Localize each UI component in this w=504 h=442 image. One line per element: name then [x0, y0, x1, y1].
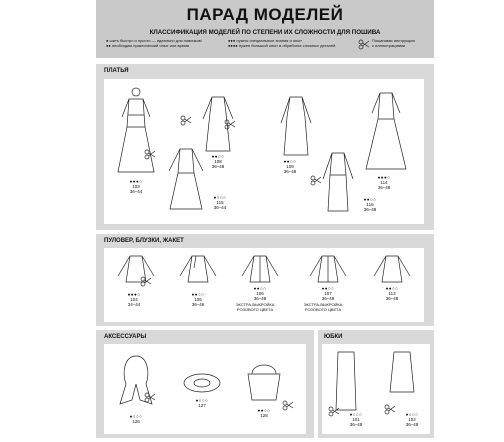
dress-116-illustration	[320, 149, 356, 213]
header	[96, 0, 434, 58]
extra-pattern-note: ЭКСТРА-ВЫКРОЙКА РОЗОВОГО ЦВЕТА	[303, 302, 343, 312]
model-label-113: ●●○○ 113 36–48	[385, 286, 399, 301]
model-label-104: ●●●○ 104 34–44	[127, 292, 141, 307]
model-label-108: ●●○○ 108 36–48	[211, 154, 225, 169]
legend-line: ●●● нужны специальные знания и опыт	[228, 38, 302, 43]
model-label-107: ●●○○ 107 36–48	[321, 286, 335, 301]
model-label-114: ●●●○ 114 36–48	[377, 175, 391, 190]
page-title: ПАРАД МОДЕЛЕЙ	[186, 5, 344, 24]
skirts-card	[322, 344, 430, 434]
section-title: ПУЛОВЕР, БЛУЗКИ, ЖАКЕТ	[104, 238, 184, 244]
skirt-101-illustration	[332, 350, 360, 412]
model-label-128: ●●○○ 128	[257, 408, 271, 418]
model-label-126: ●○○○ 126	[129, 414, 143, 424]
legend-line: ●●●● нужен большой опыт в обработке сложных деталей	[228, 43, 336, 48]
scissors-icon	[180, 115, 192, 125]
section-tops	[96, 234, 434, 326]
scissors-icon	[358, 39, 370, 49]
bag-128-illustration	[244, 358, 284, 402]
legend-line: Пошаговая инструкция	[372, 38, 415, 43]
model-label-106: ●●○○ 106 36–48	[253, 286, 267, 301]
top-105-illustration	[178, 254, 218, 284]
scissors-icon	[144, 149, 156, 159]
section-skirts	[318, 330, 434, 438]
headband-127-illustration	[182, 372, 222, 394]
dresses-card	[104, 79, 424, 224]
page	[96, 0, 434, 442]
model-label-105: ●●○○ 105 36–46	[191, 292, 205, 307]
section-title: ПЛАТЬЯ	[104, 68, 129, 74]
model-label-127: ●○○○ 127	[195, 398, 209, 408]
scissors-icon	[384, 404, 396, 414]
skirt-102-illustration	[388, 350, 416, 394]
scissors-icon	[140, 276, 152, 286]
dress-114-illustration	[364, 89, 408, 173]
scissors-icon	[328, 406, 340, 416]
accessories-card	[104, 344, 306, 434]
page-subtitle: КЛАССИФИКАЦИЯ МОДЕЛЕЙ ПО СТЕПЕНИ ИХ СЛОЖНОСТИ ДЛЯ ПОШИВА	[149, 29, 381, 36]
legend-line: ● шить быстро и просто — идеально для новичков!	[106, 38, 202, 43]
legend-line: ●● необходим практический опыт или время	[106, 43, 190, 48]
dress-103-illustration	[116, 87, 156, 177]
scissors-icon	[282, 400, 294, 410]
dress-115-illustration	[166, 147, 206, 211]
legend-right	[372, 38, 415, 48]
dress-109-illustration	[278, 93, 314, 157]
section-accessories	[96, 330, 314, 438]
section-title: АКСЕССУАРЫ	[104, 334, 147, 340]
scissors-icon	[144, 392, 156, 402]
section-title: ЮБКИ	[324, 334, 343, 340]
scissors-icon	[310, 175, 322, 185]
model-label-103: ●●●○ 103 36–44	[129, 179, 143, 194]
model-label-116: ●●○○ 116 36–48	[363, 197, 377, 212]
scissors-icon	[224, 119, 236, 129]
top-107-illustration	[308, 254, 348, 284]
section-dresses	[96, 64, 434, 230]
top-113-illustration	[372, 254, 412, 284]
model-label-101: ●○○○ 101 36–48	[349, 412, 363, 427]
legend-line: с иллюстрациями	[372, 43, 405, 48]
legend-middle	[228, 38, 335, 48]
tops-card	[104, 248, 424, 322]
model-label-115: ●○○○ 115 36–44	[213, 195, 227, 210]
legend-left	[106, 38, 202, 48]
top-106-illustration	[240, 254, 280, 284]
extra-pattern-note: ЭКСТРА-ВЫКРОЙКА РОЗОВОГО ЦВЕТА	[235, 302, 275, 312]
model-label-102: ●○○○ 102 36–48	[405, 412, 419, 427]
model-label-109: ●●○○ 109 36–48	[283, 159, 297, 174]
